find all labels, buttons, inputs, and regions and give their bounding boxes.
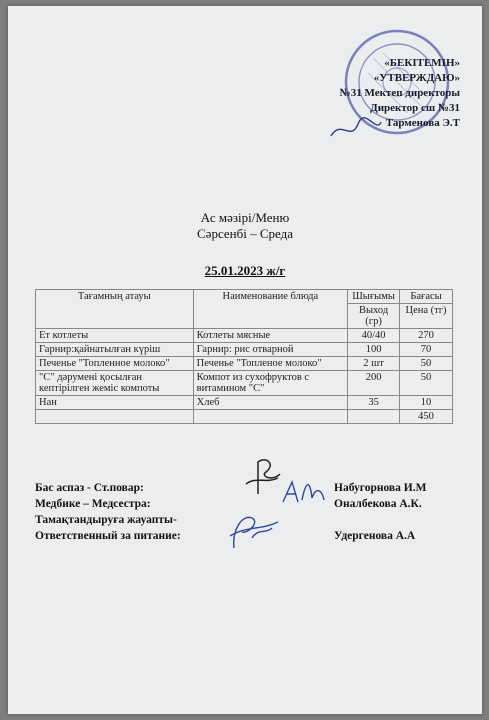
dish-ru: Хлеб xyxy=(193,396,347,410)
signature-role-nurse: Медбике – Медсестра: xyxy=(35,498,151,510)
dish-price: 10 xyxy=(400,396,453,410)
approval-line-5: Тарменова Э.Т xyxy=(385,117,460,129)
table-row xyxy=(36,357,453,371)
dish-kz: Нан xyxy=(36,396,194,410)
header-output-ru: Выход (гр) xyxy=(348,304,400,329)
menu-table xyxy=(35,289,453,424)
header-name-ru: Наименование блюда xyxy=(193,290,347,329)
dish-price: 50 xyxy=(400,371,453,396)
dish-output: 100 xyxy=(348,343,400,357)
dish-ru: Гарнир: рис отварной xyxy=(193,343,347,357)
approval-line-2: «УТВЕРЖДАЮ» xyxy=(373,72,460,84)
signature-role-responsible-ru: Ответственный за питание: xyxy=(35,530,181,542)
dish-price: 70 xyxy=(400,343,453,357)
dish-kz: Гарнир:қайнатылған күріш xyxy=(36,343,194,357)
menu-day: Сәрсенбі – Среда xyxy=(197,226,293,241)
table-row xyxy=(36,396,453,410)
dish-kz: Ет котлеты xyxy=(36,329,194,343)
signature-role-chef: Бас аспаз - Ст.повар: xyxy=(35,482,144,494)
director-signature xyxy=(326,114,386,144)
approval-line-1: «БЕКІТЕМІН» xyxy=(384,57,460,69)
dish-output: 40/40 xyxy=(348,329,400,343)
dish-ru: Компот из сухофруктов с витамином "С" xyxy=(193,371,347,396)
total-price: 450 xyxy=(400,410,453,424)
header-price-ru: Цена (тг) xyxy=(400,304,453,329)
signature-name-nurse: Оналбекова А.К. xyxy=(334,498,422,510)
table-header-row xyxy=(36,290,453,304)
responsible-signature xyxy=(222,508,284,552)
signature-role-responsible-kz: Тамақтандыруға жауапты- xyxy=(35,514,177,526)
dish-output: 2 шт xyxy=(348,357,400,371)
table-row xyxy=(36,343,453,357)
approval-line-4: Директор сш №31 xyxy=(370,102,460,114)
dish-kz: Печенье "Топленное молоко" xyxy=(36,357,194,371)
dish-ru: Котлеты мясные xyxy=(193,329,347,343)
table-row xyxy=(36,371,453,396)
dish-output: 35 xyxy=(348,396,400,410)
table-row xyxy=(36,329,453,343)
menu-date: 25.01.2023 ж/г xyxy=(204,263,286,278)
approval-line-3: №31 Мектеп директоры xyxy=(339,87,460,99)
signature-name-responsible: Удергенова А.А xyxy=(334,530,416,542)
header-name-kz: Тағамның атауы xyxy=(36,290,194,329)
dish-ru: Печенье "Топленое молоко" xyxy=(193,357,347,371)
dish-kz: "С" дәрумені қосылған кептірілген жеміс компоты xyxy=(36,371,194,396)
dish-price: 270 xyxy=(400,329,453,343)
dish-output: 200 xyxy=(348,371,400,396)
menu-title: Ас мәзірі/Меню xyxy=(200,210,290,225)
header-price-kz: Бағасы xyxy=(400,290,453,304)
dish-price: 50 xyxy=(400,357,453,371)
table-total-row xyxy=(36,410,453,424)
signature-name-chef: Набугорнова И.М xyxy=(334,482,427,494)
header-output-kz: Шығымы xyxy=(348,290,400,304)
nurse-signature xyxy=(278,476,328,508)
document-page xyxy=(8,6,482,714)
